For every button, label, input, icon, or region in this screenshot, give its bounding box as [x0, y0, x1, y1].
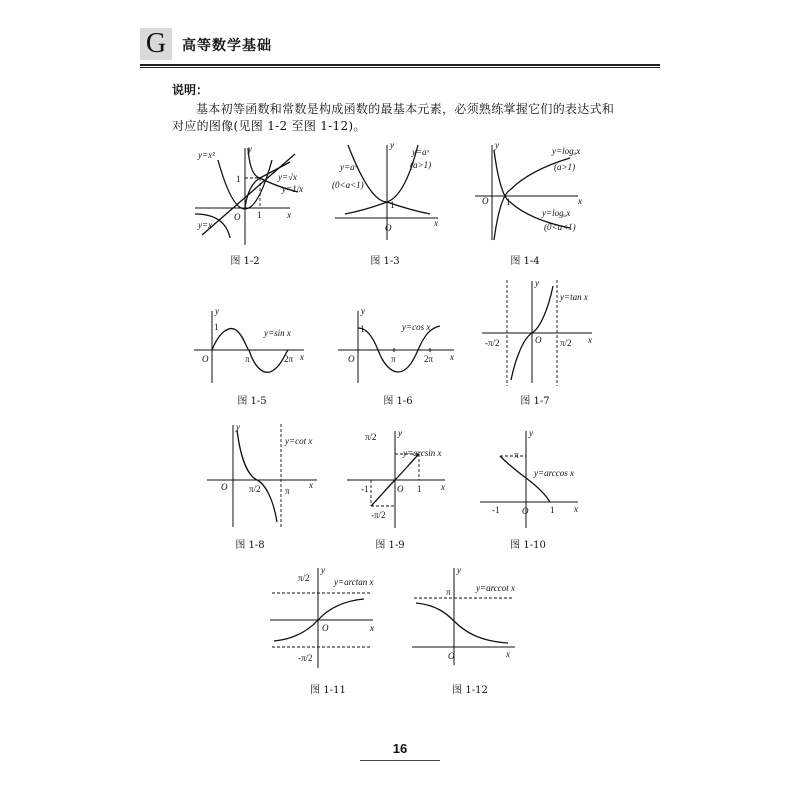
label-cotangent: y=cot x: [285, 436, 313, 446]
figure-1-5-plot: [192, 308, 312, 388]
figure-1-3: [330, 140, 450, 267]
y-axis-label: y: [390, 140, 394, 150]
figure-1-9-plot: [345, 428, 455, 533]
figure-caption: 图 1-4: [510, 256, 540, 267]
note-block: [172, 82, 622, 135]
tick-label: -1: [492, 505, 500, 515]
origin-label: O: [535, 335, 542, 345]
x-axis-label: x: [578, 196, 582, 206]
x-axis-label: x: [434, 218, 438, 228]
tick-label: 1: [390, 200, 395, 210]
figure-1-12-plot: [410, 565, 525, 670]
label-y-eq-x: y=x: [198, 220, 213, 230]
figure-1-11-plot: [268, 565, 383, 670]
figure-1-6-plot: [336, 308, 461, 388]
figure-caption: 图 1-6: [383, 396, 413, 407]
tick-label: 1: [550, 505, 555, 515]
tick-label-neg-half-pi: -π/2: [485, 338, 500, 348]
origin-label: O: [522, 506, 529, 516]
figure-1-11: [268, 565, 383, 696]
origin-label: O: [397, 484, 404, 494]
figure-1-10: [478, 428, 588, 551]
tick-label-pi: π: [446, 587, 451, 597]
x-axis-label: x: [441, 482, 445, 492]
note-paragraph: 基本初等函数和常数是构成函数的最基本元素，必须熟练掌握它们的表达式和对应的图像(见图 1-2 至图 1-12)。: [172, 102, 615, 133]
figure-1-10-plot: [478, 428, 588, 533]
figure-1-7-plot: [480, 278, 600, 388]
x-axis-label: x: [588, 335, 592, 345]
origin-label: O: [322, 623, 329, 633]
origin-label: O: [348, 354, 355, 364]
x-axis-label: x: [309, 480, 313, 490]
figure-1-4: [470, 140, 590, 267]
tick-label-half-pi: π/2: [298, 573, 310, 583]
label-sine: y=sin x: [264, 328, 291, 338]
label-y-eq-x-squared: y=x²: [198, 150, 215, 160]
tick-label-pi: π: [391, 354, 396, 364]
label-condition: (a>1): [410, 160, 432, 170]
y-axis-label: y: [457, 565, 461, 575]
chapter-letter-badge: G: [140, 28, 172, 60]
tick-label-half-pi: π/2: [365, 432, 377, 442]
header-rule-thin: [140, 67, 660, 68]
curve-arccot: [416, 603, 508, 643]
y-axis-label: y: [215, 306, 219, 316]
figure-1-12: [410, 565, 525, 696]
y-axis-label: y: [248, 144, 252, 154]
figure-caption: 图 1-5: [237, 396, 267, 407]
y-axis-label: y: [398, 428, 402, 438]
y-axis-label: y: [535, 278, 539, 288]
tick-label: 1: [257, 210, 262, 220]
figure-caption: 图 1-8: [235, 540, 265, 551]
figure-1-9: [345, 428, 455, 551]
figure-1-8: [205, 422, 325, 551]
x-axis-label: x: [370, 623, 374, 633]
y-axis-label: y: [495, 140, 499, 150]
x-axis-label: x: [506, 649, 510, 659]
tick-label-pi: π: [285, 486, 290, 496]
label-y-eq-1-over-x: y=1/x: [282, 184, 304, 194]
curve-cosine: [358, 326, 440, 372]
origin-label: O: [234, 212, 241, 222]
page-header: [140, 28, 660, 68]
header-rule: [140, 64, 660, 66]
label-exp-large: y=aˣ: [412, 147, 430, 157]
y-axis-label: y: [529, 428, 533, 438]
origin-label: O: [482, 196, 489, 206]
tick-label-half-pi: π/2: [249, 484, 261, 494]
y-axis-label: y: [361, 306, 365, 316]
origin-label: O: [448, 651, 455, 661]
label-cosine: y=cos x: [402, 322, 431, 332]
label-arcsin: y=arcsin x: [403, 448, 442, 458]
figure-caption: 图 1-11: [310, 685, 346, 696]
tick-label-pi: π: [245, 354, 250, 364]
figure-caption: 图 1-2: [230, 256, 260, 267]
x-axis-label: x: [574, 504, 578, 514]
tick-label-2pi: 2π: [424, 354, 434, 364]
tick-label-neg-half-pi: -π/2: [371, 510, 386, 520]
figure-caption: 图 1-3: [370, 256, 400, 267]
origin-label: O: [385, 223, 392, 233]
label-arccot: y=arccot x: [476, 583, 515, 593]
curve-arccos: [500, 456, 550, 502]
label-condition: (0<a<1): [544, 222, 576, 232]
label-arccos: y=arccos x: [534, 468, 574, 478]
tick-label: 1: [506, 197, 511, 207]
figure-1-5: [192, 306, 312, 407]
label-tangent: y=tan x: [560, 292, 588, 302]
origin-label: O: [221, 482, 228, 492]
label-y-eq-sqrt-x: y=√x: [278, 172, 298, 182]
figure-1-8-plot: [205, 422, 325, 532]
x-axis-label: x: [450, 352, 454, 362]
tick-label: -1: [361, 484, 369, 494]
tick-label: 1: [214, 322, 219, 332]
tick-label: 1: [417, 484, 422, 494]
tick-label-half-pi: π/2: [560, 338, 572, 348]
label-exp-small: y=aˣ: [340, 162, 358, 172]
figure-1-4-plot: [470, 140, 590, 250]
tick-label-pi: π: [514, 450, 519, 460]
note-title: 说明：: [172, 83, 209, 97]
figure-1-6: [336, 306, 461, 407]
y-axis-label: y: [321, 565, 325, 575]
page-number-rule: [360, 760, 440, 761]
tick-label: 1: [360, 324, 365, 334]
label-condition: (0<a<1): [332, 180, 364, 190]
tick-label-2pi: 2π: [284, 354, 294, 364]
figure-caption: 图 1-7: [520, 396, 550, 407]
label-condition: (a>1): [554, 162, 576, 172]
book-title: 高等数学基础: [182, 37, 272, 53]
figure-caption: 图 1-10: [510, 540, 546, 551]
curve-cotangent: [237, 430, 277, 522]
figure-1-3-plot: [330, 140, 450, 250]
figure-caption: 图 1-12: [452, 685, 488, 696]
label-log-large: y=logₐx: [552, 146, 581, 156]
label-arctan: y=arctan x: [334, 577, 374, 587]
y-axis-label: y: [236, 422, 240, 432]
tick-label-neg-half-pi: -π/2: [298, 653, 313, 663]
origin-label: O: [202, 354, 209, 364]
figure-1-7: [480, 278, 600, 407]
label-log-small: y=logₐx: [542, 208, 571, 218]
page-number: 16: [392, 741, 408, 756]
figure-1-2: [190, 140, 310, 267]
figure-1-2-plot: [190, 140, 310, 250]
tick-label: 1: [236, 174, 241, 184]
x-axis-label: x: [287, 210, 291, 220]
x-axis-label: x: [300, 352, 304, 362]
figure-caption: 图 1-9: [375, 540, 405, 551]
